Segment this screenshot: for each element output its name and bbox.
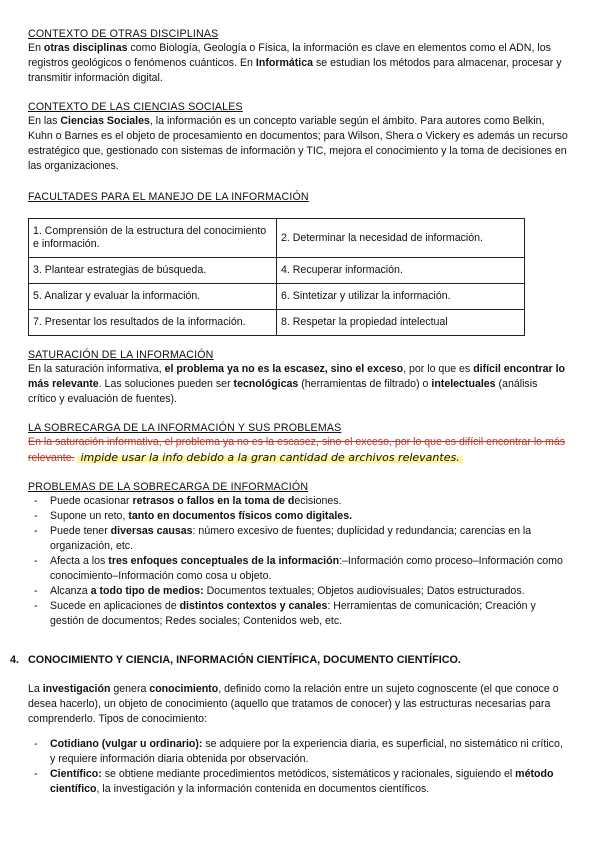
bold-text: intelectuales [431, 378, 496, 390]
table-cell: 4. Recuperar información. [277, 258, 525, 284]
list-item [28, 554, 568, 584]
text: Sucede en aplicaciones de [50, 600, 180, 612]
list-item [28, 737, 568, 767]
table-cell: 5. Analizar y evaluar la información. [29, 284, 277, 310]
table-row [29, 284, 525, 310]
struck-through-text: En la saturación informativa, el problema ya no es la escasez, sino el exceso, por lo que es difícil encontrar lo más relevante. [28, 436, 566, 464]
bold-text: retrasos o fallos en la toma de d [132, 495, 295, 507]
bold-text: método científico [50, 768, 554, 795]
bold-text: Ciencias Sociales [60, 115, 150, 127]
bold-text: Cotidiano (vulgar u ordinario): [50, 738, 203, 750]
text: En la saturación informativa, [28, 363, 165, 375]
table-cell: 7. Presentar los resultados de la información. [29, 310, 277, 336]
bold-text: distintos contextos y canales [179, 600, 328, 612]
paragraph-ciencias-sociales [28, 114, 568, 174]
table-cell: 2. Determinar la necesidad de información. [277, 219, 525, 258]
text: . Las soluciones pueden ser [98, 378, 234, 390]
section-number: 4. [10, 654, 20, 666]
list-item [28, 509, 568, 524]
table-cell: 3. Plantear estrategias de búsqueda. [29, 258, 277, 284]
text: genera [110, 683, 150, 695]
text: (herramientas de filtrado) o [298, 378, 432, 390]
tipos-conocimiento-list [28, 737, 568, 797]
text: :–Información como proceso–Información como conocimiento–Información como cosa u objeto. [50, 555, 563, 582]
text: En [28, 42, 44, 54]
heading-problemas: PROBLEMAS DE LA SOBRECARGA DE INFORMACIÓN [28, 481, 309, 493]
text: , la información es un concepto variable según el ámbito. Para autores como Belkin, Kuhn o Barnes es el objeto de procesamiento en documentos; para Wilson, Shera o Vickery es además un recurso estratégico que, gestionado con sistemas de información y TIC, mejora el conocimiento y la toma de decisiones en las organizaciones. [28, 115, 568, 172]
text: como Biología, Geología o Física, la información es clave en elementos como el ADN, los registros geológicos o fenómenos cuánticos. En [28, 42, 551, 69]
heading-saturacion: SATURACIÓN DE LA INFORMACIÓN [28, 349, 214, 361]
text: Alcanza [50, 585, 91, 597]
problemas-list [28, 494, 568, 629]
section-title-text: CONOCIMIENTO Y CIENCIA, INFORMACIÓN CIENTÍFICA, DOCUMENTO CIENTÍFICO. [28, 654, 461, 666]
text: se estudian los métodos para almacenar, procesar y transmitir información digital. [28, 57, 562, 84]
bold-text: Científico: [50, 768, 102, 780]
paragraph-investigacion [28, 682, 568, 727]
bold-text: tanto en documentos físicos como digitales. [128, 510, 353, 522]
heading-sobrecarga: LA SOBRECARGA DE LA INFORMACIÓN Y SUS PROBLEMAS [28, 422, 342, 434]
text: : Herramientas de comunicación; Creación y gestión de documentos; Redes sociales; Contenidos web, etc. [50, 600, 536, 627]
text: ecisiones. [294, 495, 342, 507]
text: (análisis crítico y evaluación de fuentes). [28, 378, 538, 405]
facultades-table [28, 218, 525, 336]
list-item [28, 494, 568, 509]
bold-text: Informática [255, 57, 314, 69]
text: , definido como la relación entre un sujeto cognoscente (el que conoce o desea hacerlo), un objeto de conocimiento (aquello que tratamos de conocer) y las estructuras necesarias para comprenderlo. Tipos de conocimiento: [28, 683, 559, 725]
heading-ciencias-sociales: CONTEXTO DE LAS CIENCIAS SOCIALES [28, 101, 243, 113]
bold-text: a todo tipo de medios: [90, 585, 204, 597]
text: En las [28, 115, 61, 127]
text: se obtiene mediante procedimientos metódicos, sistemáticos y racionales, siguiendo el [101, 768, 516, 780]
bold-text: tres enfoques conceptuales de la información [108, 555, 340, 567]
text: Supone un reto, [50, 510, 129, 522]
text: Puede ocasionar [50, 495, 133, 507]
text: : número excesivo de fuentes; duplicidad y redundancia; carencias en la organización, etc. [50, 525, 532, 552]
list-item [28, 524, 568, 554]
table-row [29, 310, 525, 336]
text: Documentos textuales; Objetos audiovisuales; Datos estructurados. [203, 585, 525, 597]
list-item [28, 767, 568, 797]
paragraph-otras-disciplinas [28, 41, 568, 86]
bold-text: diversas causas [110, 525, 193, 537]
heading-otras-disciplinas: CONTEXTO DE OTRAS DISCIPLINAS [28, 28, 219, 40]
list-item [28, 599, 568, 629]
bold-text: difícil encontrar lo más relevante [28, 363, 566, 390]
table-row [29, 219, 525, 258]
text: , por lo que es [403, 363, 474, 375]
bold-text: el problema ya no es la escasez, sino el exceso [164, 363, 404, 375]
bold-text: otras disciplinas [43, 42, 128, 54]
paragraph-sobrecarga [28, 435, 568, 466]
handwritten-note: impide usar la info debido a la gran cantidad de archivos relevantes. [77, 451, 462, 464]
table-row [29, 258, 525, 284]
bold-text: conocimiento [149, 683, 219, 695]
heading-facultades: FACULTADES PARA EL MANEJO DE LA INFORMACIÓN [28, 191, 309, 203]
text: Puede tener [50, 525, 111, 537]
text: se adquiere por la experiencia diaria, es superficial, no sistemático ni crítico, y requiere información diaria obtenida por observación. [50, 738, 563, 765]
bold-text: tecnológicas [233, 378, 299, 390]
list-item [28, 584, 568, 599]
table-cell: 8. Respetar la propiedad intelectual [277, 310, 525, 336]
bold-text: investigación [42, 683, 111, 695]
paragraph-saturacion [28, 362, 568, 407]
section-title [10, 654, 461, 666]
table-cell: 6. Sintetizar y utilizar la información. [277, 284, 525, 310]
table-cell: 1. Comprensión de la estructura del conocimiento e información. [29, 219, 277, 258]
text: La [28, 683, 43, 695]
text: Afecta a los [50, 555, 109, 567]
text: , la investigación y la información contenida en documentos científicos. [96, 783, 430, 795]
